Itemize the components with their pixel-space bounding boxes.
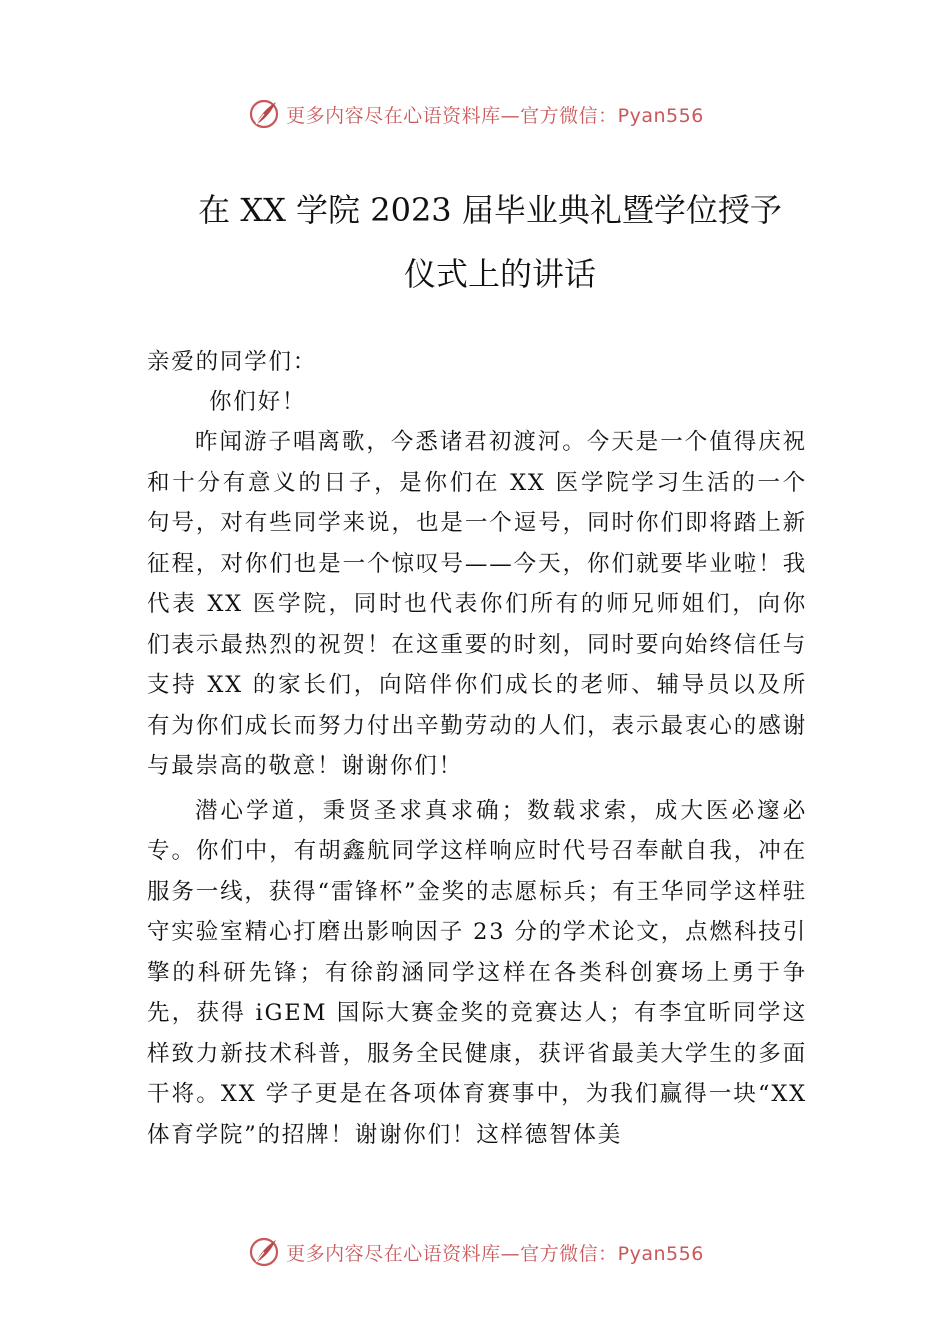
document-body — [147, 342, 807, 1155]
greeting: 你们好！ — [209, 389, 307, 415]
document-title-line-1: 在 XX 学院 2023 届毕业典礼暨学位授予 — [198, 191, 782, 229]
paragraph: 昨闻游子唱离歌，今悉诸君初渡河。今天是一个值得庆祝和十分有意义的日子，是你们在 XX 医学院学习生活的一个句号，对有些同学来说，也是一个逗号，同时你们即将踏上新征程，对你们也是一个惊叹号——今天，你们就要毕业啦！我代表 XX 医学院，同时也代表你们所有的师兄师姐们，向你们表示最热烈的祝贺！在这重要的时刻，同时要向始终信任与支持 XX 的家长们，向陪伴你们成长的老师、辅导员以及所有为你们成长而努力付出辛勤劳动的人们，表示最衷心的感谢与最崇高的敬意！谢谢你们！ — [147, 429, 807, 779]
salutation: 亲爱的同学们： — [147, 349, 318, 375]
watermark-banner-top — [0, 94, 950, 134]
document-title-line-2: 仪式上的讲话 — [403, 255, 596, 293]
watermark-banner-bottom — [0, 1232, 950, 1272]
quill-logo-icon — [246, 1234, 282, 1270]
watermark-text: 更多内容尽在心语资料库—官方微信：Pyan556 — [286, 104, 704, 127]
watermark-text: 更多内容尽在心语资料库—官方微信：Pyan556 — [286, 1242, 704, 1265]
quill-logo-icon — [246, 96, 282, 132]
paragraph: 潜心学道，秉贤圣求真求确；数载求索，成大医必邃必专。你们中，有胡鑫航同学这样响应时代号召奉献自我，冲在服务一线，获得“雷锋杯”金奖的志愿标兵；有王华同学这样驻守实验室精心打磨出影响因子 23 分的学术论文，点燃科技引擎的科研先锋；有徐韵涵同学这样在各类科创赛场上勇于争先，获得 iGEM 国际大赛金奖的竞赛达人；有李宜昕同学这样致力新技术科普，服务全民健康，获评省最美大学生的多面干将。XX 学子更是在各项体育赛事中，为我们赢得一块“XX 体育学院”的招牌！谢谢你们！这样德智体美 — [147, 797, 807, 1148]
